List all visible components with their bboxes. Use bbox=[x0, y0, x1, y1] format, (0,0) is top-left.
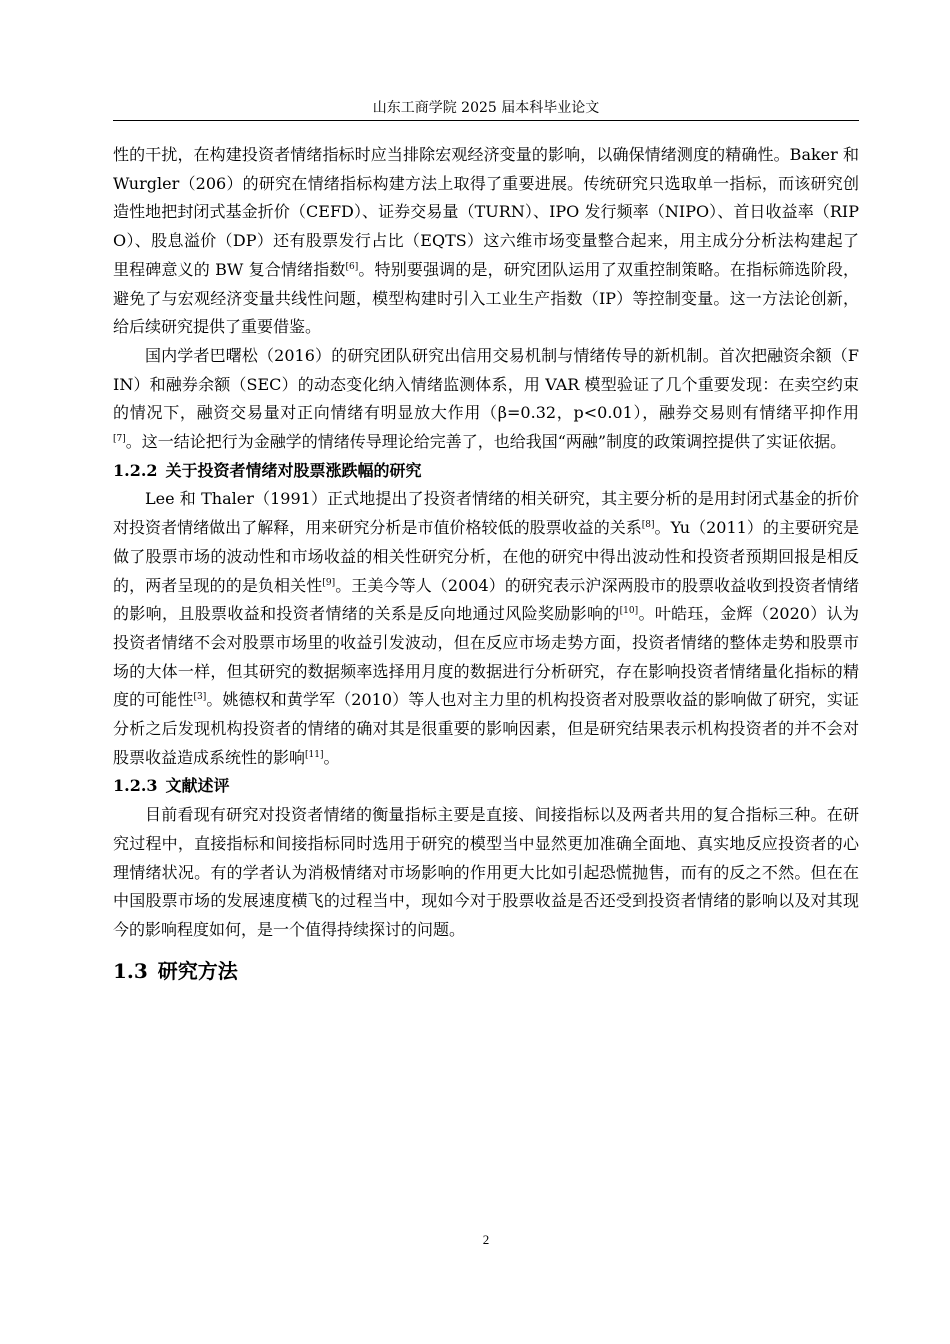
paragraph-text: 。姚德权和黄学军（2010）等人也对主力里的机构投资者对股票收益的影响做了研究，实证分析之后发现机构投资者的情绪的确对其是很重要的影响因素，但是研究结果表示机构投资者的并不会对股票收益造成系统性的影响 bbox=[113, 690, 859, 767]
paragraph-text: 目前看现有研究对投资者情绪的衡量指标主要是直接、间接指标以及两者共用的复合指标三种。在研究过程中，直接指标和间接指标同时选用于研究的模型当中显然更加准确全面地、真实地反应投资者的心理情绪状况。有的学者认为消极情绪对市场影响的作用更大比如引起恐慌抛售，而有的反之不然。但在在中国股票市场的发展速度横飞的过程当中，现如今对于股票收益是否还受到投资者情绪的影响以及对其现今的影响程度如何，是一个值得持续探讨的问题。 bbox=[113, 805, 859, 939]
page-number: 2 bbox=[482, 1232, 490, 1247]
header-rule bbox=[113, 120, 859, 121]
section-heading-1-2-2 bbox=[113, 457, 859, 486]
paragraph-text: 国内学者巴曙松（2016）的研究团队研究出信用交易机制与情绪传导的新机制。首次把融资余额（FIN）和融券余额（SEC）的动态变化纳入情绪监测体系，用 VAR 模型验证了几个重要发现：在卖空约束的情况下，融资交易量对正向情绪有明显放大作用（β=0.32，p<0.01），融券交易则有情绪平抑作用 bbox=[113, 345, 859, 423]
paragraph-text: 。特别要强调的是，研究团队运用了双重控制策略。在指标筛选阶段，避免了与宏观经济变量共线性问题，模型构建时引入工业生产指数（IP）等控制变量。这一方法论创新，给后续研究提供了重要借鉴。 bbox=[113, 259, 859, 337]
paragraph-text: 。Yu（2011）的主要研究是做了股票市场的波动性和市场收益的相关性研究分析，在他的研究中得出波动性和投资者预期回报是相反的，两者呈现的的是负相关性 bbox=[113, 518, 859, 595]
section-title: 研究方法 bbox=[157, 958, 238, 983]
paragraph-text: 。王美今等人（2004）的研究表示沪深两股市的股票收益收到投资者情绪的影响，且股票收益和投资者情绪的关系是反向地通过风险奖励影响的 bbox=[113, 575, 859, 624]
running-header: 山东工商学院 2025 届本科毕业论文 bbox=[372, 100, 600, 116]
paragraph-stock-returns bbox=[113, 485, 859, 772]
section-heading-1-3 bbox=[113, 955, 859, 987]
paragraph-bw-index bbox=[113, 141, 859, 342]
citation-ref[interactable]: [3] bbox=[193, 692, 207, 703]
paragraph-text: 。这一结论把行为金融学的情绪传导理论给完善了，也给我国“两融”制度的政策调控提供了实证依据。 bbox=[125, 432, 847, 452]
paragraph-text: 。叶皓珏，金辉（2020）认为投资者情绪不会对股票市场里的收益引发波动，但在反应市场走势方面，投资者情绪的整体走势和股票市场的大体一样，但其研究的数据频率选择用月度的数据进行分析研究，存在影响投资者情绪量化指标的精度的可能性 bbox=[113, 604, 859, 710]
paragraph-ba-shusong bbox=[113, 342, 859, 457]
citation-ref[interactable]: [8] bbox=[641, 520, 655, 531]
section-title: 文献述评 bbox=[165, 776, 230, 796]
section-title: 关于投资者情绪对股票涨跌幅的研究 bbox=[165, 460, 422, 480]
paragraph-text: 性的干扰，在构建投资者情绪指标时应当排除宏观经济变量的影响，以确保情绪测度的精确性。Baker 和 Wurgler（206）的研究在情绪指标构建方法上取得了重要进展。传统研究只选取单一指标，而该研究创造性地把封闭式基金折价（CEFD）、证券交易量（TURN）、IPO 发行频率（NIPO）、首日收益率（RIPO）、股息溢价（DP）还有股票发行占比（EQTS）这六维市场变量整合起来，用主成分分析法构建起了里程碑意义的 BW 复合情绪指数 bbox=[113, 145, 859, 279]
paragraph-literature-review bbox=[113, 801, 859, 945]
section-number: 1.2.3 bbox=[113, 776, 158, 796]
section-heading-1-2-3 bbox=[113, 772, 859, 801]
paragraph-text: Lee 和 Thaler（1991）正式地提出了投资者情绪的相关研究，其主要分析的是用封闭式基金的折价对投资者情绪做出了解释，用来研究分析是市值价格较低的股票收益的关系 bbox=[113, 489, 859, 538]
paragraph-text: 。 bbox=[323, 747, 340, 767]
citation-ref[interactable]: [9] bbox=[322, 577, 336, 588]
section-number: 1.3 bbox=[113, 958, 148, 983]
citation-ref[interactable]: [6] bbox=[345, 261, 359, 272]
citation-ref[interactable]: [10] bbox=[619, 606, 639, 617]
section-number: 1.2.2 bbox=[113, 460, 158, 480]
citation-ref[interactable]: [11] bbox=[305, 749, 324, 760]
page-body bbox=[113, 141, 859, 987]
citation-ref[interactable]: [7] bbox=[113, 434, 126, 445]
